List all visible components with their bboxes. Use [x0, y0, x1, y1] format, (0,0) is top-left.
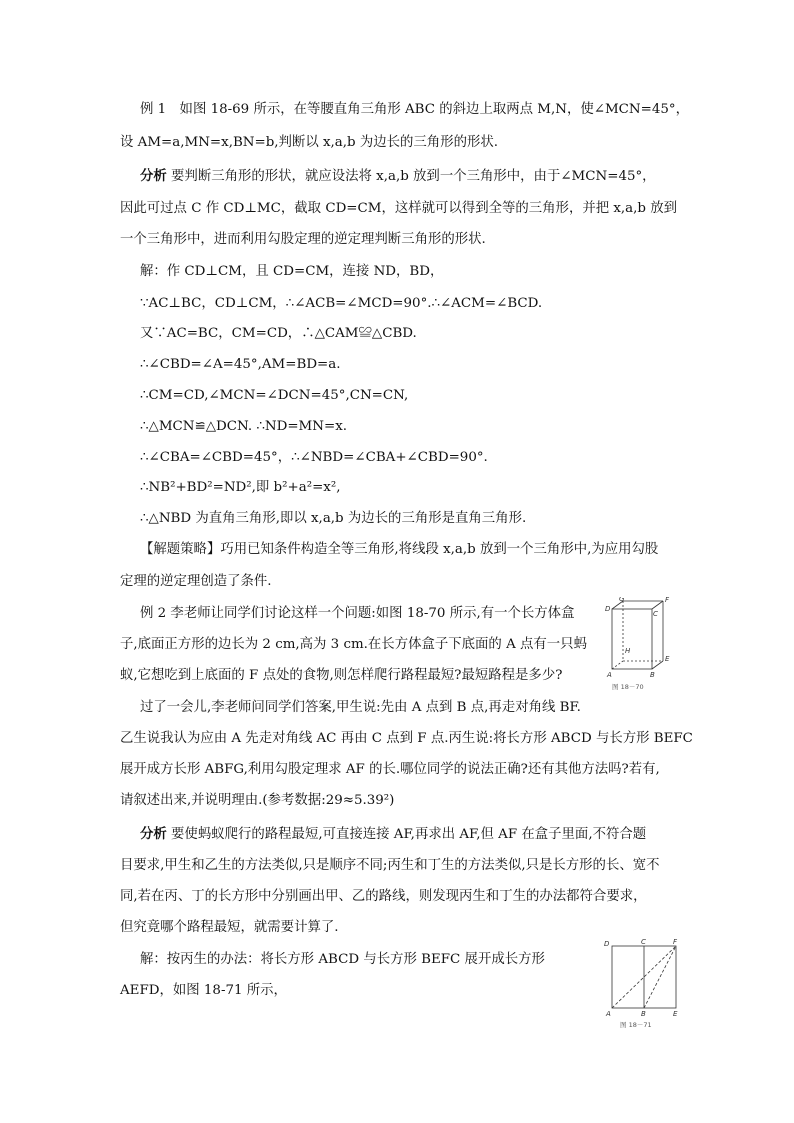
example1-line1: 例 1 如图 18-69 所示，在等腰直角三角形 ABC 的斜边上取两点 M,N，使∠MCN=45°， — [140, 102, 689, 117]
solution1-line1: 解：作 CD⊥CM，且 CD=CM，连接 ND，BD， — [140, 264, 444, 279]
solution1-line3: 又∵AC=BC，CM=CD，∴△CAM≌△CBD. — [140, 326, 417, 341]
example2-line3: 蚁,它想吃到上底面的 F 点处的食物,则怎样爬行路程最短?最短路程是多少? — [120, 668, 563, 683]
solution1-line8: ∴NB²+BD²=ND²,即 b²+a²=x², — [140, 480, 341, 495]
example2-line5: 乙生说我认为应由 A 先走对角线 AC 再由 C 点到 F 点.丙生说:将长方形 ABCD 与长方形 BEFC — [120, 731, 693, 746]
analysis1-line1 — [140, 166, 656, 187]
fig70-label-H: H — [625, 647, 631, 655]
example1-line2: 设 AM=a,MN=x,BN=b,判断以 x,a,b 为边长的三角形的形状. — [120, 135, 499, 150]
fig71-label-D: D — [604, 940, 610, 948]
example2-line1: 例 2 李老师让同学们讨论这样一个问题:如图 18-70 所示,有一个长方体盒 — [140, 606, 575, 621]
solution1-line4: ∴∠CBD=∠A=45°,AM=BD=a. — [140, 357, 341, 372]
solution2-line2: AEFD，如图 18-71 所示， — [120, 983, 287, 998]
fig70-label-D: D — [605, 605, 611, 613]
fig70-label-G: G — [619, 597, 625, 603]
solution2-line1: 解：按丙生的办法：将长方形 ABCD 与长方形 BEFC 展开成长方形 — [140, 952, 545, 967]
analysis-label: 分析 — [140, 168, 167, 184]
fig71-label-E: E — [673, 1010, 678, 1018]
fig70-label-F: F — [665, 597, 670, 604]
figure-18-71 — [600, 938, 680, 1030]
fig71-label-C: C — [641, 938, 646, 946]
example2-line4: 过了一会儿,李老师问同学们答案,甲生说:先由 A 点到 B 点,再走对角线 BF. — [140, 700, 581, 715]
solution1-line5: ∴CM=CD,∠MCN=∠DCN=45°,CN=CN, — [140, 388, 409, 403]
analysis2-text: 要使蚂蚁爬行的路程最短,可直接连接 AF,再求出 AF,但 AF 在盒子里面,不符合题 — [171, 827, 647, 842]
analysis1-text: 要判断三角形的形状，就应设法将 x,a,b 放到一个三角形中，由于∠MCN=45°， — [171, 169, 656, 184]
example2-line2: 子,底面正方形的边长为 2 cm,高为 3 cm.在长方体盒子下底面的 A 点有一只蚂 — [120, 637, 587, 652]
analysis2-line1 — [140, 824, 646, 845]
solution1-line6: ∴△MCN≌△DCN. ∴ND=MN=x. — [140, 419, 348, 434]
figure-18-70 — [600, 597, 680, 693]
solution1-line9: ∴△NBD 为直角三角形,即以 x,a,b 为边长的三角形是直角三角形. — [140, 511, 527, 526]
strategy-line1: 【解题策略】巧用已知条件构造全等三角形,将线段 x,a,b 放到一个三角形中,为应用勾股 — [140, 542, 659, 557]
fig70-caption: 图 18－70 — [612, 683, 644, 691]
analysis1-line3: 一个三角形中，进而利用勾股定理的逆定理判断三角形的形状. — [120, 232, 486, 247]
example2-line6: 展开成方长形 ABFG,利用勾股定理求 AF 的长.哪位同学的说法正确?还有其他方法吗?若有, — [120, 762, 660, 777]
example2-line7: 请叙述出来,并说明理由.(参考数据:29≈5.39²) — [120, 793, 395, 808]
fig70-label-B: B — [650, 671, 655, 679]
fig71-label-B: B — [641, 1010, 646, 1018]
analysis2-line3: 同,若在丙、丁的长方形中分别画出甲、乙的路线，则发现丙生和丁生的办法都符合要求， — [120, 889, 647, 904]
solution1-line7: ∴∠CBA=∠CBD=45°，∴∠NBD=∠CBA+∠CBD=90°. — [140, 450, 488, 465]
fig71-caption: 图 18－71 — [620, 1021, 652, 1029]
fig70-label-E: E — [665, 655, 670, 663]
analysis2-line2: 目要求,甲生和乙生的方法类似,只是顺序不同;丙生和丁生的方法类似,只是长方形的长、宽不 — [120, 858, 660, 873]
fig71-label-A: A — [606, 1010, 611, 1018]
fig70-label-C: C — [653, 610, 658, 618]
strategy-line2: 定理的逆定理创造了条件. — [120, 574, 272, 589]
fig70-label-A: A — [607, 671, 612, 679]
fig71-label-F: F — [673, 938, 678, 946]
analysis2-line4: 但究竟哪个路程最短，就需要计算了. — [120, 920, 339, 935]
solution1-line2: ∵AC⊥BC，CD⊥CM，∴∠ACB=∠MCD=90°.∴∠ACM=∠BCD. — [140, 296, 543, 311]
analysis1-line2: 因此可过点 C 作 CD⊥MC，截取 CD=CM，这样就可以得到全等的三角形，并把 x,a,b 放到 — [120, 201, 678, 216]
analysis-label: 分析 — [140, 826, 167, 842]
